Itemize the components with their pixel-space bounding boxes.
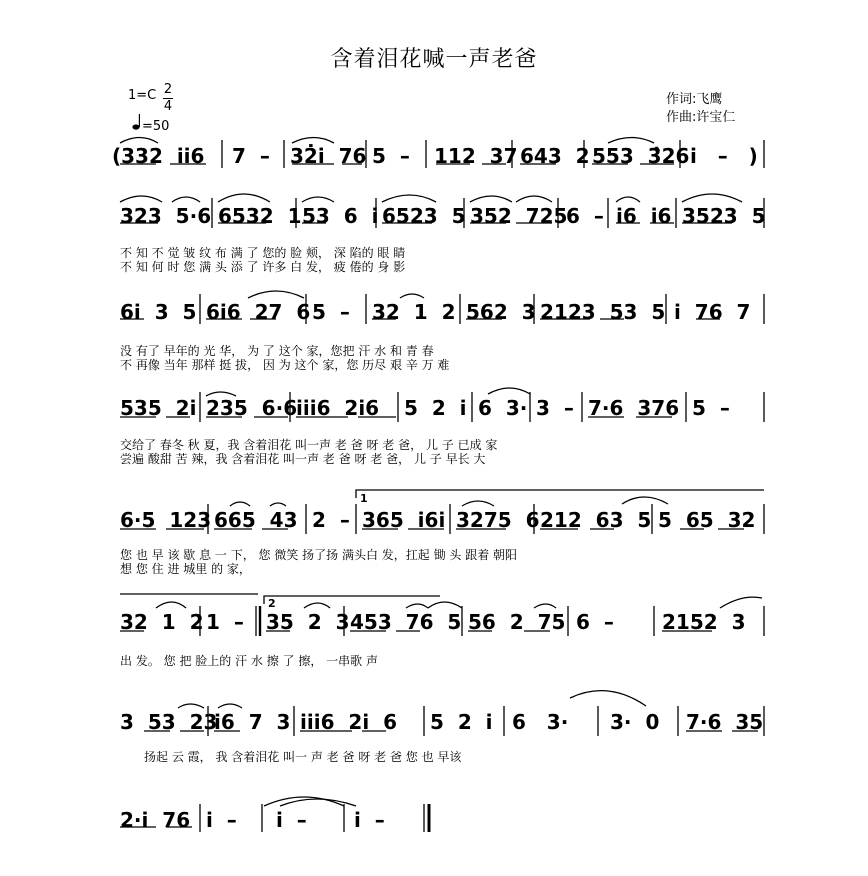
lyrics-text: 尝遍 酸甜 苦 辣，我 含着泪花 叫一声 老 爸 呀 老 爸， 儿 子 早长 大: [120, 452, 486, 466]
lyrics-text: 您 也 早 该 歇 息 一 下， 您 微笑 扬了扬 满头白 发，扛起 锄 头 跟着 朝阳: [120, 548, 518, 562]
notation-line: 323 5·6 6532 1 53 6 i̇ 6523 5 352 725 6 – i̇6 i̇6 3523 5: [120, 204, 766, 228]
notation-line: 6·5 123 665 43 2 – 365 i̇6i̇ 3275 6 212 63 5 5 65 32: [120, 508, 756, 532]
lyrics-text: 没 有了 早年的 光 华， 为 了 这个 家，您把 汗 水 和 青 春: [120, 344, 434, 358]
notation-line: 6i̇ 3 5 6i̇6 27 6 5 – 32 1 2 562 3 2123 53 5 i̇ 76 7: [120, 300, 751, 324]
lyrics-text: 想 您 住 进 城里 的 家，: [120, 562, 251, 576]
lyrics-text: 交给了 春冬 秋 夏，我 含着泪花 叫一声 老 爸 呀 老 爸， 儿 子 已成 家: [120, 438, 498, 452]
tempo-value: =50: [142, 119, 170, 134]
key-signature: 1=C: [128, 88, 157, 103]
composer-credit: 作曲:许宝仁: [666, 110, 736, 125]
time-signature-top: 2: [163, 82, 173, 97]
notation-line: 2·i̇ 76 i̇ – i̇ – i̇ –: [120, 808, 385, 832]
volta-1-number: 1: [360, 492, 368, 505]
volta-2-number: 2: [268, 597, 276, 610]
lyrics-text: 不 知 不 觉 皱 纹 布 满 了 您的 脸 颊， 深 陷的 眼 睛: [120, 246, 406, 260]
notation-line: 3 53 23 i̇6 7 3 i̇i̇i̇6 2i̇ 6 5 2 i̇ 6 3· 3· 0 7·6 35: [120, 710, 764, 734]
lyrics-text: 出 发。 您 把 脸上的 汗 水 擦 了 擦， 一串歌 声: [120, 654, 378, 668]
lyrics-text: 不 知 何 时 您 满 头 添 了 许多 白 发， 疲 倦的 身 影: [120, 260, 406, 274]
page-title: 含着泪花喊一声老爸: [330, 47, 538, 72]
lyrics-text: 扬起 云 霞， 我 含着泪花 叫一 声 老 爸 呀 老 爸 您 也 早该: [144, 750, 462, 764]
notation-line: (332 i̇i̇6 7 – 32̇i̇ 76 5 – 112 37 643 2 553 3̂26 i̇ – ): [112, 144, 758, 168]
lyrics-text: 不 再像 当年 那样 挺 拔， 因 为 这个 家，您 历尽 艰 辛 万 难: [120, 358, 450, 372]
time-signature-bottom: 4: [163, 99, 173, 114]
lyricist-credit: 作词:飞鹰: [666, 92, 723, 107]
notation-line: 32 1 2 1 – 35 2 3 453 76 5 56 2 75 6 – 2152 3: [120, 610, 746, 634]
notation-line: 535 2i̇ 235 6·6 i̇i̇i̇6 2i̇6 5 2 i̇ 6 3· 3 – 7·6 376 5 –: [120, 396, 730, 420]
